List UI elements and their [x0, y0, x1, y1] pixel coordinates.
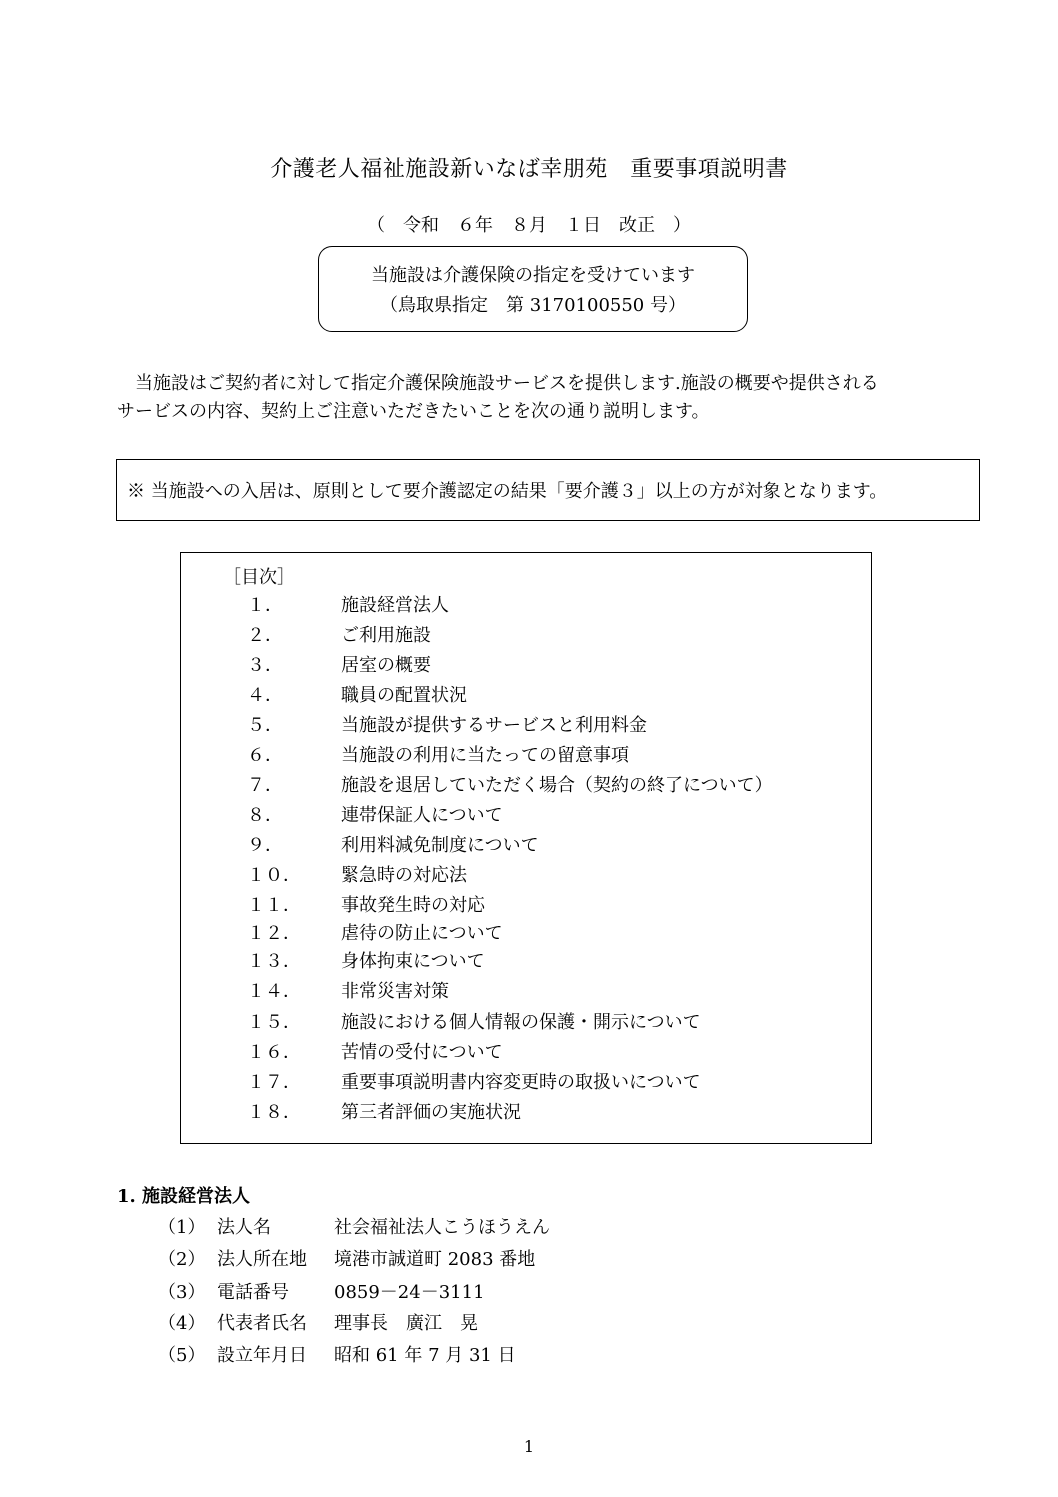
- toc-item: [181, 741, 871, 767]
- toc-item-label: 重要事項説明書内容変更時の取扱いについて: [341, 1072, 701, 1093]
- toc-item-label: 当施設が提供するサービスと利用料金: [341, 715, 647, 736]
- toc-item-number: ６．: [247, 745, 283, 766]
- toc-item: [181, 651, 871, 677]
- designation-box: [318, 246, 748, 332]
- toc-item: [181, 1098, 871, 1124]
- info-row-label: 法人所在地: [217, 1249, 307, 1270]
- info-row-value: 社会福祉法人こうほうえん: [334, 1217, 550, 1238]
- toc-item: [181, 947, 871, 973]
- info-row-value: 昭和 61 年 7 月 31 日: [334, 1345, 516, 1366]
- info-row-value: 0859－24－3111: [334, 1282, 485, 1303]
- toc-item-label: 当施設の利用に当たっての留意事項: [341, 745, 629, 766]
- toc-item-number: ４．: [247, 685, 283, 706]
- info-row: [0, 1309, 1058, 1337]
- intro-line-1: 当施設はご契約者に対して指定介護保険施設サービスを提供します.施設の概要や提供される: [117, 373, 879, 394]
- toc-item-label: 居室の概要: [341, 655, 431, 676]
- toc-item: [181, 861, 871, 887]
- toc-item-number: ８．: [247, 805, 283, 826]
- document-title: 介護老人福祉施設新いなば幸朋苑 重要事項説明書: [270, 157, 788, 182]
- toc-item-number: １８．: [247, 1102, 301, 1123]
- toc-item-label: 施設における個人情報の保護・開示について: [341, 1012, 701, 1033]
- toc-item-label: 事故発生時の対応: [341, 895, 485, 916]
- info-row: [0, 1213, 1058, 1241]
- toc-item-label: 非常災害対策: [341, 981, 449, 1002]
- toc-item-label: 虐待の防止について: [341, 923, 503, 944]
- info-row-label: 法人名: [217, 1217, 271, 1238]
- notice-box: [116, 459, 980, 521]
- info-row-number: （3）: [158, 1282, 206, 1303]
- toc-heading: ［目次］: [223, 567, 295, 588]
- toc-item-number: １．: [247, 595, 283, 616]
- toc-item-label: 施設を退居していただく場合（契約の終了について）: [341, 775, 773, 796]
- toc-item: [181, 591, 871, 617]
- toc-item: [181, 831, 871, 857]
- toc-item-label: 第三者評価の実施状況: [341, 1102, 521, 1123]
- toc-item-label: 連帯保証人について: [341, 805, 503, 826]
- toc-item-label: 職員の配置状況: [341, 685, 467, 706]
- toc-item: [181, 1008, 871, 1034]
- info-row-value: 理事長 廣江 晃: [334, 1313, 478, 1334]
- toc-item-number: １７．: [247, 1072, 301, 1093]
- designation-line-2: （鳥取県指定 第 3170100550 号）: [380, 295, 686, 316]
- toc-item-number: ２．: [247, 625, 283, 646]
- notice-text: ※ 当施設への入居は、原則として要介護認定の結果「要介護３」以上の方が対象となります。: [127, 481, 888, 502]
- info-row-number: （1）: [158, 1217, 206, 1238]
- toc-item: [181, 1068, 871, 1094]
- toc-item: [181, 771, 871, 797]
- toc-item-label: 身体拘束について: [341, 951, 485, 972]
- toc-item-number: ５．: [247, 715, 283, 736]
- toc-item: [181, 891, 871, 917]
- toc-item-label: 緊急時の対応法: [341, 865, 467, 886]
- toc-item-number: １６．: [247, 1042, 301, 1063]
- revision-date: （ 令和 ６年 ８月 １日 改正 ）: [367, 215, 691, 236]
- toc-item: [181, 1038, 871, 1064]
- info-row-number: （5）: [158, 1345, 206, 1366]
- toc-item-number: １２．: [247, 923, 301, 944]
- toc-item-label: 利用料減免制度について: [341, 835, 539, 856]
- toc-item-number: １５．: [247, 1012, 301, 1033]
- table-of-contents: [180, 552, 872, 1144]
- toc-item: [181, 977, 871, 1003]
- info-row-label: 電話番号: [217, 1282, 289, 1303]
- info-row-number: （4）: [158, 1313, 206, 1334]
- page-number: 1: [523, 1437, 535, 1456]
- intro-paragraph: [117, 370, 977, 426]
- toc-item: [181, 621, 871, 647]
- designation-line-1: 当施設は介護保険の指定を受けています: [371, 265, 695, 286]
- toc-item-number: １０．: [247, 865, 301, 886]
- toc-item-number: １４．: [247, 981, 301, 1002]
- info-row-value: 境港市誠道町 2083 番地: [334, 1249, 536, 1270]
- toc-item: [181, 711, 871, 737]
- toc-item-label: ご利用施設: [341, 625, 431, 646]
- toc-item-number: １３．: [247, 951, 301, 972]
- toc-item: [181, 681, 871, 707]
- toc-item-number: ９．: [247, 835, 283, 856]
- info-row-label: 設立年月日: [217, 1345, 307, 1366]
- toc-item: [181, 801, 871, 827]
- toc-item-number: ３．: [247, 655, 283, 676]
- intro-line-2: サービスの内容、契約上ご注意いただきたいことを次の通り説明します。: [117, 401, 710, 422]
- section-heading: 1. 施設経営法人: [117, 1186, 251, 1207]
- info-row-number: （2）: [158, 1249, 206, 1270]
- toc-item: [181, 919, 871, 945]
- info-row: [0, 1278, 1058, 1306]
- info-row: [0, 1245, 1058, 1273]
- toc-item-label: 施設経営法人: [341, 595, 449, 616]
- toc-item-number: ７．: [247, 775, 283, 796]
- toc-item-label: 苦情の受付について: [341, 1042, 503, 1063]
- info-row: [0, 1341, 1058, 1369]
- info-row-label: 代表者氏名: [217, 1313, 307, 1334]
- toc-item-number: １１．: [247, 895, 301, 916]
